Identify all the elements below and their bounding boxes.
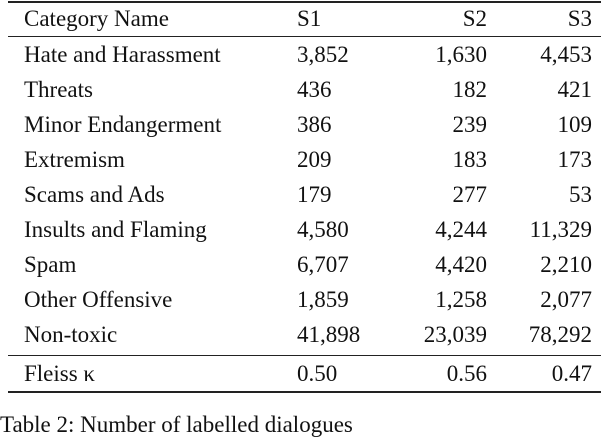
table-row bbox=[0, 142, 608, 177]
table-cell: Minor Endangerment bbox=[24, 112, 222, 137]
footer-cell: 0.56 bbox=[446, 361, 487, 386]
table-cell: Insults and Flaming bbox=[24, 217, 207, 242]
table-cell: 436 bbox=[297, 77, 332, 102]
table-cell: 6,707 bbox=[297, 252, 349, 277]
table-cell: 183 bbox=[452, 147, 487, 172]
footer-cell: Fleiss κ bbox=[24, 361, 96, 386]
header-cell: Category Name bbox=[24, 6, 169, 31]
table-cell: Other Offensive bbox=[24, 287, 173, 312]
header-cell: S3 bbox=[567, 6, 592, 31]
table-row bbox=[0, 317, 608, 352]
table-cell: 173 bbox=[557, 147, 592, 172]
footer-cell: 0.50 bbox=[297, 361, 338, 386]
table-row bbox=[0, 212, 608, 247]
table-cell: 4,580 bbox=[297, 217, 349, 242]
table-row bbox=[0, 282, 608, 317]
table-cell: 277 bbox=[452, 182, 487, 207]
table-cell: 23,039 bbox=[423, 322, 487, 347]
table-cell: 386 bbox=[297, 112, 332, 137]
table-cell: 2,210 bbox=[540, 252, 592, 277]
table-caption: Table 2: Number of labelled dialogues bbox=[0, 412, 353, 437]
table-cell: 4,453 bbox=[540, 42, 592, 67]
table-cell: 4,420 bbox=[435, 252, 487, 277]
table-row bbox=[0, 72, 608, 107]
table-cell: 2,077 bbox=[540, 287, 592, 312]
table-cell: Scams and Ads bbox=[24, 182, 165, 207]
table-cell: 3,852 bbox=[297, 42, 349, 67]
table-row bbox=[0, 247, 608, 282]
header-cell: S1 bbox=[297, 6, 322, 31]
table-cell: 239 bbox=[452, 112, 487, 137]
footer-row bbox=[0, 356, 608, 391]
table-cell: 78,292 bbox=[528, 322, 592, 347]
table-cell: Non-toxic bbox=[24, 322, 118, 347]
table-cell: 11,329 bbox=[529, 217, 592, 242]
table-cell: Extremism bbox=[24, 147, 125, 172]
table-cell: 41,898 bbox=[297, 322, 361, 347]
table-cell: 4,244 bbox=[435, 217, 487, 242]
table-cell: Threats bbox=[24, 77, 93, 102]
table-cell: Hate and Harassment bbox=[24, 42, 221, 67]
header-cell: S2 bbox=[462, 6, 487, 31]
table-row bbox=[0, 107, 608, 142]
table-cell: 109 bbox=[557, 112, 592, 137]
table-row bbox=[0, 177, 608, 212]
table-cell: 1,859 bbox=[297, 287, 349, 312]
table-cell: 421 bbox=[557, 77, 592, 102]
table-row bbox=[0, 37, 608, 72]
table-cell: 53 bbox=[569, 182, 592, 207]
table-cell: 1,630 bbox=[435, 42, 487, 67]
table-cell: Spam bbox=[24, 252, 77, 277]
table-cell: 1,258 bbox=[435, 287, 487, 312]
bottom-rule bbox=[8, 391, 601, 393]
table-cell: 179 bbox=[297, 182, 332, 207]
header-row bbox=[0, 1, 608, 36]
footer-cell: 0.47 bbox=[551, 361, 592, 386]
table-cell: 209 bbox=[297, 147, 332, 172]
table-cell: 182 bbox=[452, 77, 487, 102]
